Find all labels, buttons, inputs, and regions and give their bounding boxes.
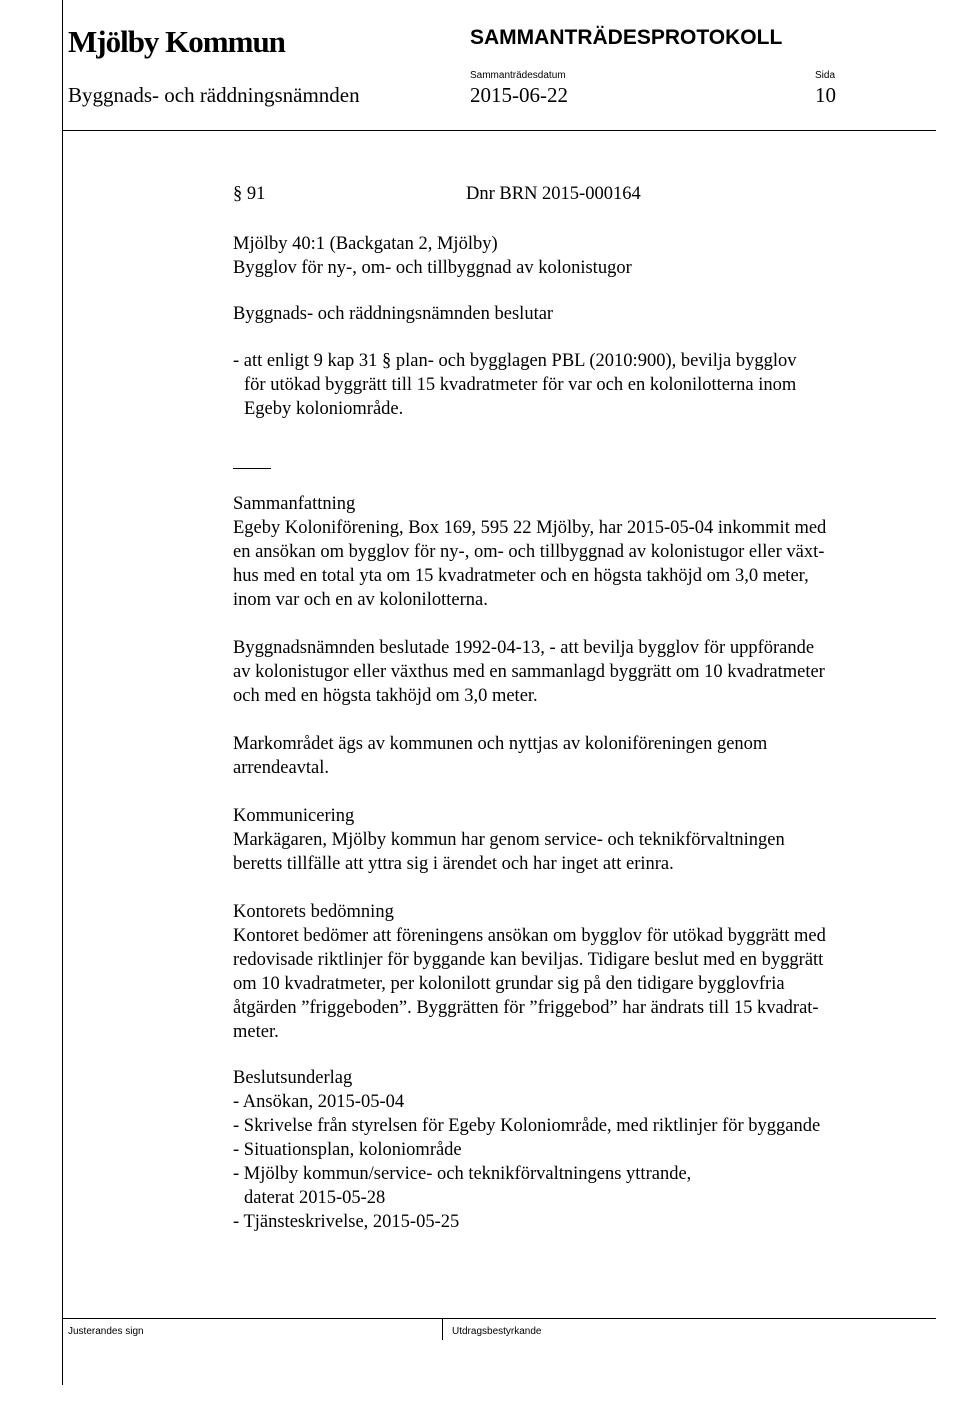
- summary-line: arrendeavtal.: [233, 758, 330, 778]
- assessment-line: om 10 kvadratmeter, per kolonilott grundar sig på den tidigare bygglovfria: [233, 974, 785, 994]
- page-label: Sida: [815, 70, 836, 81]
- basis-item: - Ansökan, 2015-05-04: [233, 1092, 405, 1112]
- assessment-line: meter.: [233, 1022, 279, 1042]
- decision-line: för utökad byggrätt till 15 kvadratmeter för var och en kolonilotterna inom: [244, 375, 797, 395]
- basis-item: daterat 2015-05-28: [244, 1188, 386, 1208]
- page-number: 10: [815, 83, 836, 107]
- assessment-heading: Kontorets bedömning: [233, 902, 394, 922]
- separator-rule: [233, 468, 271, 469]
- summary-heading: Sammanfattning: [233, 494, 356, 514]
- assessment-line: redovisade riktlinjer för byggande kan beviljas. Tidigare beslut med en byggrätt: [233, 950, 824, 970]
- date-label: Sammanträdesdatum: [470, 70, 566, 81]
- case-subject: Bygglov för ny-, om- och tillbyggnad av kolonistugor: [233, 258, 632, 278]
- certification-label: Utdragsbestyrkande: [452, 1326, 542, 1337]
- meeting-date: 2015-06-22: [470, 83, 568, 107]
- document-type: SAMMANTRÄDESPROTOKOLL: [470, 26, 783, 49]
- summary-line: av kolonistugor eller växthus med en sammanlagd byggrätt om 10 kvadratmeter: [233, 662, 825, 682]
- basis-heading: Beslutsunderlag: [233, 1068, 353, 1088]
- communication-line: Markägaren, Mjölby kommun har genom service- och teknikförvaltningen: [233, 830, 785, 850]
- summary-line: inom var och en av kolonilotterna.: [233, 590, 488, 610]
- footer-divider: [442, 1318, 443, 1340]
- decision-line: Egeby koloniområde.: [244, 399, 404, 419]
- left-margin-line: [62, 0, 63, 1385]
- summary-line: en ansökan om bygglov för ny-, om- och tillbyggnad av kolonistugor eller växt-: [233, 542, 825, 562]
- case-number: Dnr BRN 2015-000164: [466, 184, 641, 204]
- basis-item: - Mjölby kommun/service- och teknikförvaltningens yttrande,: [233, 1164, 692, 1184]
- basis-item: - Tjänsteskrivelse, 2015-05-25: [233, 1212, 460, 1232]
- decision-line: - att enligt 9 kap 31 § plan- och bygglagen PBL (2010:900), bevilja bygglov: [233, 351, 797, 371]
- assessment-line: åtgärden ”friggeboden”. Byggrätten för ”friggebod” har ändrats till 15 kvadrat-: [233, 998, 819, 1018]
- basis-item: - Skrivelse från styrelsen för Egeby Koloniområde, med riktlinjer för byggande: [233, 1116, 821, 1136]
- committee-name: Byggnads- och räddningsnämnden: [68, 83, 360, 107]
- decision-heading: Byggnads- och räddningsnämnden beslutar: [233, 304, 554, 324]
- footer-rule: [62, 1318, 936, 1319]
- summary-line: Byggnadsnämnden beslutade 1992-04-13, - att bevilja bygglov för uppförande: [233, 638, 815, 658]
- case-property: Mjölby 40:1 (Backgatan 2, Mjölby): [233, 234, 498, 254]
- summary-line: Markområdet ägs av kommunen och nyttjas av koloniföreningen genom: [233, 734, 768, 754]
- summary-line: och med en högsta takhöjd om 3,0 meter.: [233, 686, 538, 706]
- paragraph-number: § 91: [233, 184, 266, 204]
- initials-label: Justerandes sign: [68, 1326, 144, 1337]
- basis-item: - Situationsplan, koloniområde: [233, 1140, 462, 1160]
- organization-name: Mjölby Kommun: [68, 24, 285, 59]
- assessment-line: Kontoret bedömer att föreningens ansökan om bygglov för utökad byggrätt med: [233, 926, 826, 946]
- header-rule: [62, 130, 936, 131]
- summary-line: hus med en total yta om 15 kvadratmeter och en högsta takhöjd om 3,0 meter,: [233, 566, 809, 586]
- summary-line: Egeby Koloniförening, Box 169, 595 22 Mjölby, har 2015-05-04 inkommit med: [233, 518, 827, 538]
- communication-heading: Kommunicering: [233, 806, 355, 826]
- communication-line: beretts tillfälle att yttra sig i ärendet och har inget att erinra.: [233, 854, 674, 874]
